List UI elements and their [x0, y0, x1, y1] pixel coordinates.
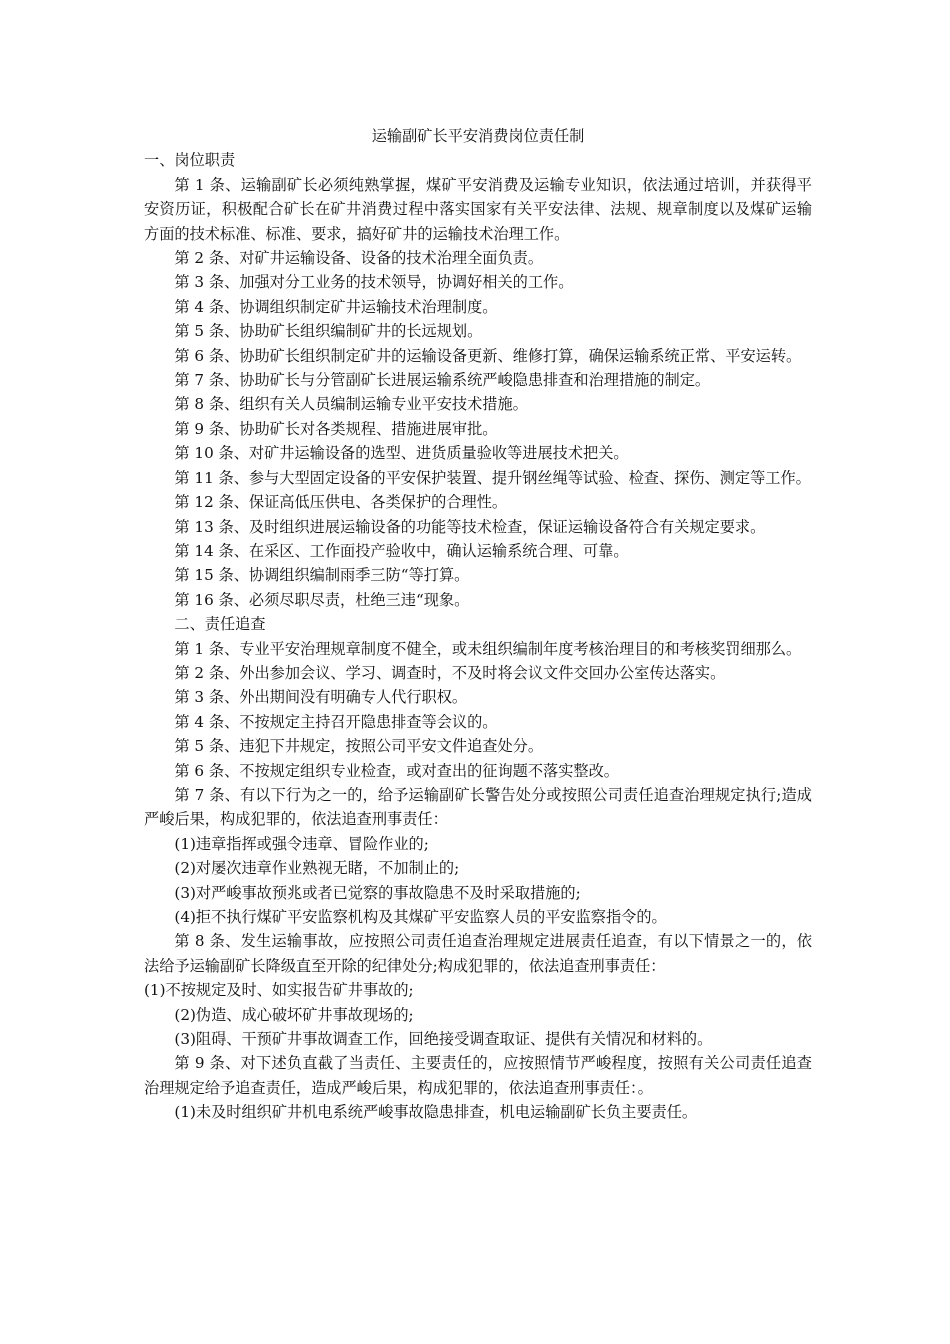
article-paragraph: 第 3 条、外出期间没有明确专人代行职权。	[174, 688, 468, 707]
article-paragraph: 第 7 条、协助矿长与分管副矿长进展运输系统严峻隐患排查和治理措施的制定。	[174, 371, 711, 390]
article-paragraph: 第 8 条、发生运输事故，应按照公司责任追查治理规定进展责任追查，有以下情景之一的，依法给予运输副矿长降级直至开除的纪律处分;构成犯罪的，依法追查刑事责任：	[144, 932, 812, 975]
article-paragraph: 第 14 条、在采区、工作面投产验收中，确认运输系统合理、可靠。	[174, 541, 629, 560]
article-paragraph: 第 3 条、加强对分工业务的技术领导，协调好相关的工作。	[174, 273, 574, 292]
article-paragraph: 第 16 条、必须尽职尽责，杜绝三违“现象。	[174, 590, 470, 609]
article-paragraph: 第 1 条、专业平安治理规章制度不健全，或未组织编制年度考核治理目的和考核奖罚细那么。	[174, 639, 802, 658]
article-paragraph: 第 6 条、不按规定组织专业检查，或对查出的征询题不落实整改。	[174, 761, 619, 780]
article-paragraph: 第 12 条、保证高低压供电、各类保护的合理性。	[174, 493, 508, 512]
section-heading-duties: 一、岗位职责	[144, 151, 236, 170]
article-paragraph: 第 2 条、对矿井运输设备、设备的技术治理全面负责。	[174, 249, 544, 268]
list-item: (3)对严峻事故预兆或者已觉察的事故隐患不及时采取措施的;	[174, 883, 581, 902]
article-paragraph: 第 13 条、及时组织进展运输设备的功能等技术检查，保证运输设备符合有关规定要求。	[174, 517, 766, 536]
article-paragraph: 第 4 条、协调组织制定矿井运输技术治理制度。	[174, 297, 498, 316]
list-item: (4)拒不执行煤矿平安监察机构及其煤矿平安监察人员的平安监察指令的。	[174, 908, 667, 926]
article-paragraph: 第 7 条、有以下行为之一的，给予运输副矿长警告处分或按照公司责任追查治理规定执行;造成严峻后果，构成犯罪的，依法追查刑事责任：	[144, 785, 812, 829]
article-paragraph: 第 15 条、协调组织编制雨季三防“等打算。	[174, 566, 470, 585]
article-paragraph: 第 6 条、协助矿长组织制定矿井的运输设备更新、维修打算，确保运输系统正常、平安运转。	[174, 346, 802, 365]
article-paragraph: 第 4 条、不按规定主持召开隐患排查等会议的。	[174, 712, 498, 731]
list-item: (1)不按规定及时、如实报告矿井事故的;	[144, 981, 414, 1000]
article-paragraph: 第 2 条、外出参加会议、学习、调查时，不及时将会议文件交回办公室传达落实。	[174, 663, 726, 682]
article-paragraph: 第 10 条、对矿井运输设备的选型、进货质量验收等进展技术把关。	[174, 444, 629, 463]
section-heading-accountability: 二、责任追查	[174, 615, 266, 634]
article-paragraph: 第 5 条、协助矿长组织编制矿井的长远规划。	[174, 322, 483, 341]
document-title: 运输副矿长平安消费岗位责任制	[371, 127, 585, 145]
article-paragraph: 第 5 条、违犯下井规定，按照公司平安文件追查处分。	[174, 737, 544, 756]
article-paragraph: 第 11 条、参与大型固定设备的平安保护装置、提升钢丝绳等试验、检查、探伤、测定等工作。	[174, 468, 811, 487]
list-item: (2)对屡次违章作业熟视无睹，不加制止的;	[174, 859, 460, 878]
article-paragraph: 第 8 条、组织有关人员编制运输专业平安技术措施。	[174, 395, 528, 414]
list-item: (1)违章指挥或强令违章、冒险作业的;	[174, 834, 429, 853]
list-item: (3)阻碍、干预矿井事故调查工作，回绝接受调查取证、提供有关情况和材料的。	[174, 1030, 713, 1049]
document-body	[144, 124, 812, 1125]
article-paragraph: 第 9 条、对下述负直截了当责任、主要责任的，应按照情节严峻程度，按照有关公司责任追查治理规定给予追查责任，造成严峻后果，构成犯罪的，依法追查刑事责任：。	[144, 1054, 812, 1097]
list-item: (1)未及时组织矿井机电系统严峻事故隐患排查，机电运输副矿长负主要责任。	[174, 1103, 698, 1122]
article-paragraph: 第 1 条、运输副矿长必须纯熟掌握，煤矿平安消费及运输专业知识，依法通过培训，并获得平安资历证，积极配合矿长在矿井消费过程中落实国家有关平安法律、法规、规章制度以及煤矿运输方面的技术标准、标准、要求，搞好矿井的运输技术治理工作。	[144, 175, 812, 243]
list-item: (2)伪造、成心破坏矿井事故现场的;	[174, 1005, 414, 1024]
article-paragraph: 第 9 条、协助矿长对各类规程、措施进展审批。	[174, 419, 498, 438]
